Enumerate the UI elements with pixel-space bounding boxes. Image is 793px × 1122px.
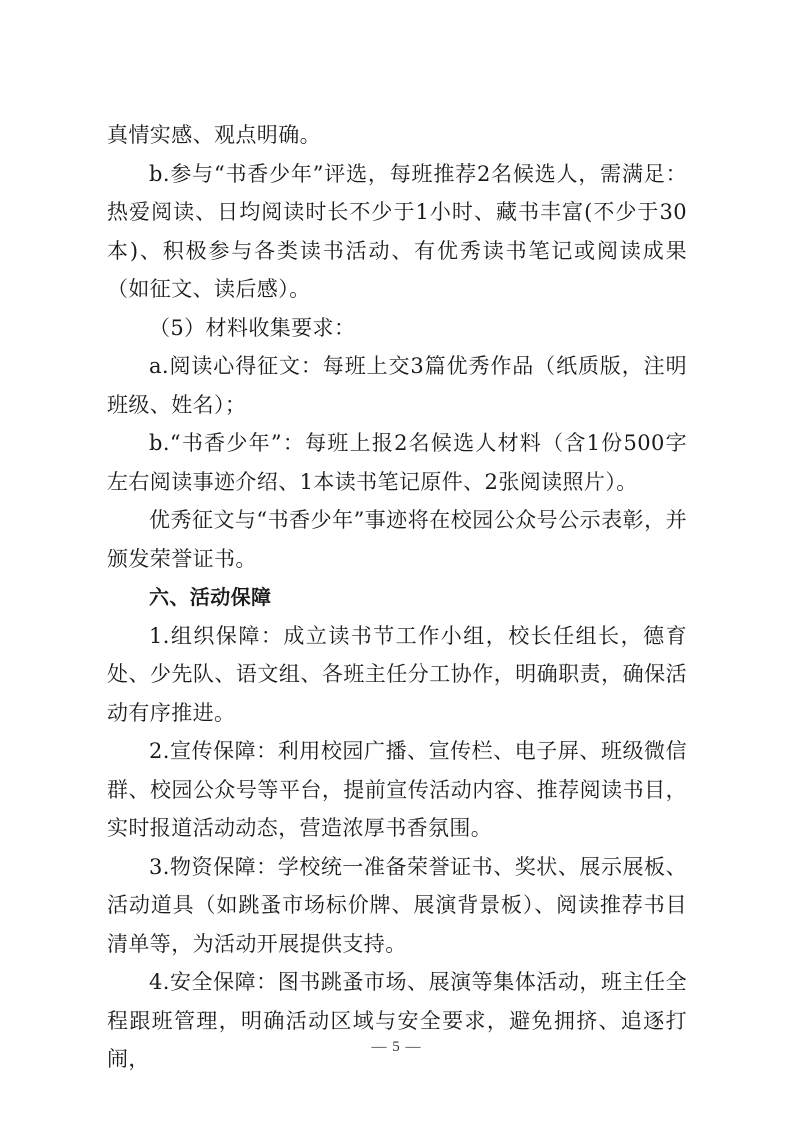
paragraph-bookish-youth-selection: b.参与“书香少年”评选，每班推荐2名候选人，需满足：热爱阅读、日均阅读时长不少于1小时、藏书丰富(不少于30本)、积极参与各类读书活动、有优秀读书笔记或阅读成果（如征文、读后感）。 [107,161,687,301]
paragraph-essay-criteria-end: 真情实感、观点明确。 [107,123,321,147]
document-body [107,116,687,1079]
section-heading-activity-guarantee: 六、活动保障 [149,585,272,609]
paragraph-material-requirements: （5）材料收集要求： [149,315,356,340]
paragraph-recognition: 优秀征文与“书香少年”事迹将在校园公众号公示表彰，并颁发荣誉证书。 [107,508,687,571]
paragraph-organization-guarantee: 1.组织保障：成立读书节工作小组，校长任组长，德育处、少先队、语文组、各班主任分工协作，明确职责，确保活动有序推进。 [107,623,687,725]
page-number: — 5 — [371,1039,422,1055]
paragraph-materials-guarantee: 3.物资保障：学校统一准备荣誉证书、奖状、展示展板、活动道具（如跳蚤市场标价牌、展演背景板）、阅读推荐书目清单等，为活动开展提供支持。 [107,854,687,956]
paragraph-candidate-materials: b.“书香少年”：每班上报2名候选人材料（含1份500字左右阅读事迹介绍、1本读书笔记原件、2张阅读照片）。 [107,431,687,494]
paragraph-essay-submission: a.阅读心得征文：每班上交3篇优秀作品（纸质版，注明班级、姓名）； [107,354,687,417]
paragraph-publicity-guarantee: 2.宣传保障：利用校园广播、宣传栏、电子屏、班级微信群、校园公众号等平台，提前宣传活动内容、推荐阅读书目，实时报道活动动态，营造浓厚书香氛围。 [107,739,687,840]
paragraph-safety-guarantee: 4.安全保障：图书跳蚤市场、展演等集体活动，班主任全程跟班管理，明确活动区域与安全要求，避免拥挤、追逐打闹， [107,970,687,1071]
